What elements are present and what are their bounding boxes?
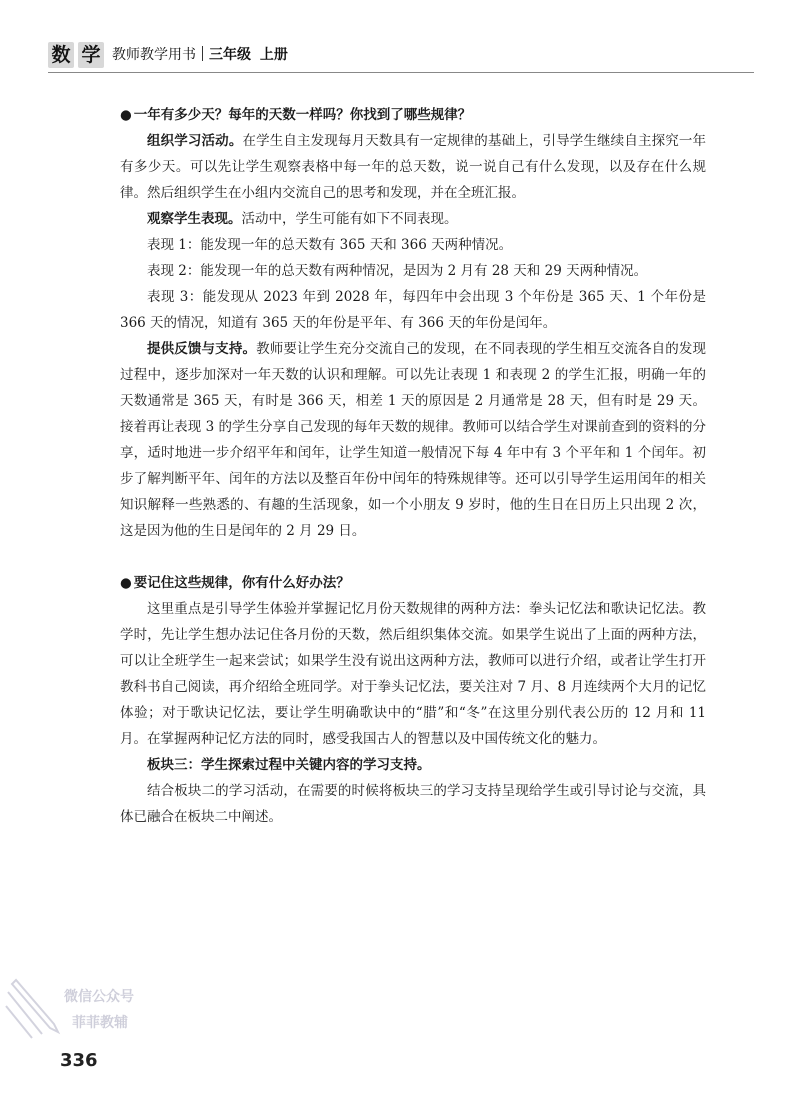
bullet-icon: ● (120, 107, 132, 123)
section2-question (120, 570, 706, 596)
section1-observe (120, 206, 706, 232)
performance-1: 表现 1：能发现一年的总天数有 365 天和 366 天两种情况。 (147, 237, 513, 253)
watermark (2, 972, 152, 1050)
subject-logo-char-2: 学 (78, 42, 104, 68)
block3-heading: 板块三：学生探索过程中关键内容的学习支持。 (147, 757, 431, 773)
section2-question-text: 要记住这些规律，你有什么好办法？ (133, 575, 350, 591)
main-content (120, 102, 706, 830)
section1-organize-text: 在学生自主发现每月天数具有一定规律的基础上，引导学生继续自主探究一年有多少天。可以先让学生观察表格中每一年的总天数，说一说自己有什么发现，以及存在什么规律。然后组织学生在小组内交流自己的思考和发现，并在全班汇报。 (120, 133, 707, 201)
section1-observe-label: 观察学生表现。 (147, 211, 242, 227)
section1-feedback-text: 教师要让学生充分交流自己的发现，在不同表现的学生相互交流各自的发现过程中，逐步加深对一年天数的认识和理解。可以先让表现 1 和表现 2 的学生汇报，明确一年的天数通常是 365 天，有时是 366 天，相差 1 天的原因是 2 月通常是 28 天，但有时是 29 天。接着再让表现 3 的学生分享自己发现的每年天数的规律。教师可以结合学生对课前查到的资料的分享，适时地进一步介绍平年和闰年，让学生知道一般情况下每 4 年中有 3 个平年和 1 个闰年。初步了解判断平年、闰年的方法以及整百年份中闰年的特殊规律等。还可以引导学生运用闰年的相关知识解释一些熟悉的、有趣的生活现象，如一个小朋友 9 岁时，他的生日在日历上只出现 2 次，这是因为他的生日是闰年的 2 月 29 日。 (120, 341, 707, 539)
section-spacer (120, 544, 706, 570)
volume-label: 上册 (259, 47, 288, 63)
block3-paragraph: 结合板块二的学习活动，在需要的时候将板块三的学习支持呈现给学生或引导讨论与交流，具体已融合在板块二中阐述。 (120, 783, 706, 825)
section1-organize-label: 组织学习活动。 (147, 133, 243, 149)
grade-label: 三年级 (209, 47, 251, 63)
watermark-pen-icon (2, 972, 72, 1050)
section1-question (120, 102, 706, 128)
bullet-icon: ● (120, 575, 132, 591)
section1-question-text: 一年有多少天？每年的天数一样吗？你找到了哪些规律？ (133, 107, 472, 123)
watermark-line-2: 菲菲教辅 (72, 1015, 128, 1031)
page-header (34, 36, 754, 76)
section2-paragraph: 这里重点是引导学生体验并掌握记忆月份天数规律的两种方法：拳头记忆法和歌诀记忆法。教学时，先让学生想办法记住各月份的天数，然后组织集体交流。如果学生说出了上面的两种方法，可以让全班学生一起来尝试；如果学生没有说出这两种方法，教师可以进行介绍，或者让学生打开教科书自己阅读，再介绍给全班同学。对于拳头记忆法，要关注对 7 月、8 月连续两个大月的记忆体验；对于歌诀记忆法，要让学生明确歌诀中的“腊”和“冬”在这里分别代表公历的 12 月和 11 月。在掌握两种记忆方法的同时，感受我国古人的智慧以及中国传统文化的魅力。 (120, 601, 706, 747)
header-rule (48, 72, 754, 73)
header-title (112, 44, 288, 66)
subject-logo-char-1: 数 (48, 42, 74, 68)
section1-feedback (120, 336, 706, 544)
section1-feedback-label: 提供反馈与支持。 (147, 341, 257, 357)
section1-organize (120, 128, 706, 206)
performance-3: 表现 3：能发现从 2023 年到 2028 年，每四年中会出现 3 个年份是 365 天、1 个年份是 366 天的情况，知道有 365 天的年份是平年、有 366 天的年份是闰年。 (120, 289, 706, 331)
performance-2: 表现 2：能发现一年的总天数有两种情况，是因为 2 月有 28 天和 29 天两种情况。 (147, 263, 648, 279)
section1-observe-text: 活动中，学生可能有如下不同表现。 (241, 211, 458, 227)
watermark-line-1: 微信公众号 (64, 989, 134, 1005)
page-number: 336 (60, 1050, 98, 1071)
header-divider (202, 46, 203, 61)
book-title: 教师教学用书 (112, 47, 196, 63)
